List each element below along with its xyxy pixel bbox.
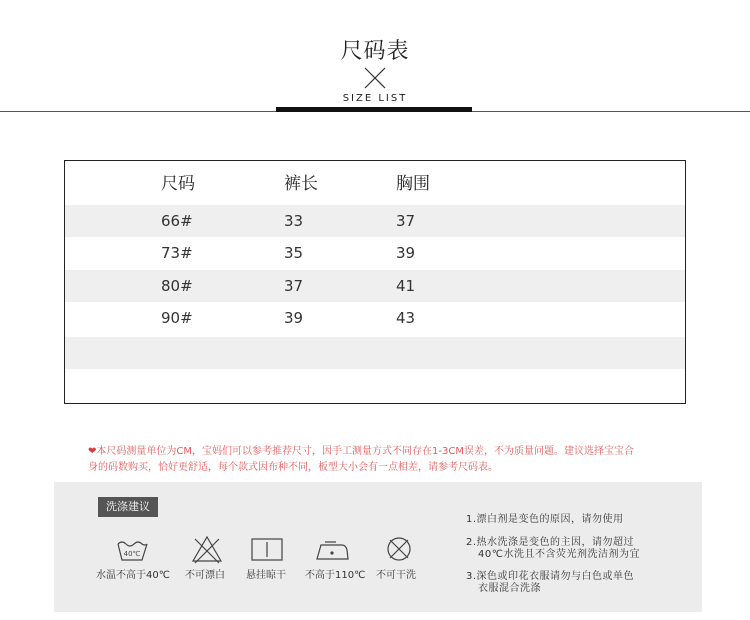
care-tip-1 [466,514,624,526]
cell-size: 66# [161,212,193,230]
cell-length: 37 [284,277,304,295]
heart-icon: ❤ [88,446,97,457]
care-label-dry: 悬挂晾干 [246,570,286,581]
care-tip-3-line-2: 衣服混合洗涤 [478,583,541,594]
column-header-chest: 胸围 [396,174,430,194]
column-header-length: 裤长 [284,174,318,194]
no-dry-clean-icon [379,534,419,564]
care-label-iron: 不高于110℃ [305,570,366,581]
table-row [65,237,685,269]
wash-temp-text: 40℃ [123,550,141,558]
cell-size: 90# [161,309,193,327]
cell-length: 33 [284,212,304,230]
hang-dry-icon [247,534,287,564]
care-tip-2 [466,537,640,561]
care-label-dryclean: 不可干洗 [376,570,416,581]
care-panel [54,482,702,612]
note-line-1: 本尺码测量单位为CM，宝妈们可以参考推荐尺寸，因手工测量方式不同存在1-3CM误差，不为质量问题。建议选择宝宝合 [96,446,634,457]
page-title: 尺码表 [340,39,410,64]
column-header-size: 尺码 [161,174,195,194]
care-badge: 洗涤建议 [98,497,158,517]
note-line-2: 身的码数购买，恰好更舒适，每个款式因布种不同，板型大小会有一点相差，请参考尺码表。 [88,462,498,473]
divider-accent [276,107,472,112]
cross-icon [363,66,387,90]
care-tip-1-line-1: 1.漂白剂是变色的原因，请勿使用 [466,514,624,525]
cell-chest: 37 [396,212,416,230]
cell-length: 39 [284,309,304,327]
cell-chest: 39 [396,244,416,262]
care-tip-2-line-1: 2.热水洗涤是变色的主因，请勿超过 [466,537,635,548]
no-bleach-icon [187,534,227,564]
table-row [65,302,685,334]
table-row [65,270,685,302]
cell-chest: 43 [396,309,416,327]
table-header-row [65,168,685,200]
cell-size: 80# [161,277,193,295]
cell-length: 35 [284,244,304,262]
cell-chest: 41 [396,277,416,295]
care-label-bleach: 不可漂白 [185,570,225,581]
size-table [64,160,686,404]
page-subtitle: SIZE LIST [342,93,408,104]
table-row-empty [65,337,685,369]
measurement-note [88,444,688,476]
iron-110-icon [312,534,352,564]
care-tip-3 [466,571,634,595]
wash-40-icon [112,534,152,564]
care-tip-3-line-1: 3.深色或印花衣服请勿与白色或单色 [466,571,635,582]
cell-size: 73# [161,244,193,262]
care-label-wash: 水温不高于40℃ [96,570,170,581]
table-row [65,205,685,237]
care-tip-2-line-2: 40℃水洗且不含荧光剂洗洁剂为宜 [478,549,640,560]
